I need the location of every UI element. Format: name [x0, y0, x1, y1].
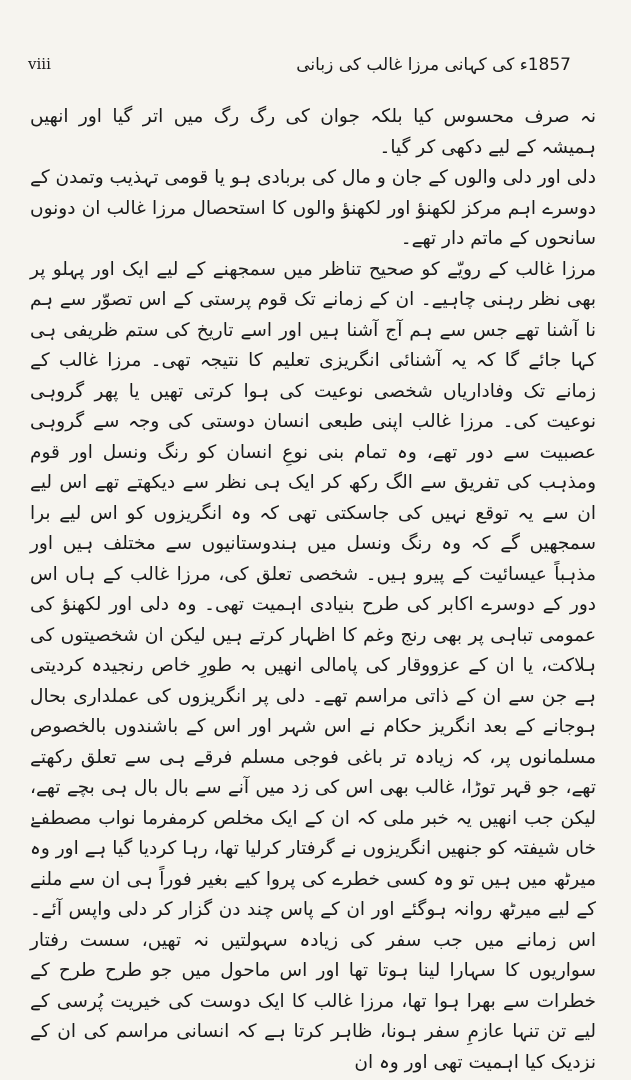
paragraph-2: دلی اور دلی والوں کے جان و مال کی بربادی ہو یا قومی تہذیب وتمدن کے دوسرے اہم مرکز لکھنؤ اور لکھنؤ والوں کا استحصال مرزا غالب ان دونوں سانحوں کے ماتم دار تھے۔: [30, 167, 596, 249]
paragraph-1: نہ صرف محسوس کیا بلکہ جوان کی رگ رگ میں اتر گیا اور انھیں ہمیشہ کے لیے دکھی کر گیا۔: [30, 106, 596, 158]
page-header: [28, 44, 571, 84]
page-number: viii: [28, 55, 51, 73]
paragraph-3: مرزا غالب کے رویّے کو صحیح تناظر میں سمجھنے کے لیے ایک اور پہلو پر بھی نظر رہنی چاہیے۔ ان کے زمانے تک قوم پرستی کے اس تصوّر سے ہم نا آشنا تھے جس سے ہم آج آشنا ہیں اور اسے تاریخ کی ستم ظریفی ہی کہا جائے گا کہ یہ آشنائی انگریزی تعلیم کا نتیجہ تھی۔ مرزا غالب کے زمانے تک وفاداریاں شخصی نوعیت کی ہوا کرتی تھیں یا پھر گروہی نوعیت کی۔ مرزا غالب اپنی طبعی انسان دوستی کی وجہ سے گروہی عصبیت سے دور تھے، وہ تمام بنی نوعِ انسان کو رنگ ونسل اور قوم ومذہب کی تفریق سے الگ رکھ کر ایک ہی نظر سے دیکھتے تھے اس لیے ان سے یہ توقع نہیں کی جاسکتی تھی کہ وہ انگریزوں کو اس لیے برا سمجھیں گے کہ وہ رنگ ونسل میں ہندوستانیوں سے مختلف ہیں اور مذہباً عیسائیت کے پیرو ہیں۔ شخصی تعلق کی، مرزا غالب کے ہاں اس دور کے دوسرے اکابر کی طرح بنیادی اہمیت تھی۔ وہ دلی اور لکھنؤ کی عمومی تباہی پر بھی رنج وغم کا اظہار کرتے ہیں لیکن ان شخصیتوں کی ہلاکت، یا ان کے عزووقار کی پامالی انھیں بہ طورِ خاص رنجیدہ کردیتی ہے جن سے ان کے ذاتی مراسم تھے۔ دلی پر انگریزوں کی عملداری بحال ہوجانے کے بعد انگریز حکام نے اس شہر اور اس کے باشندوں بالخصوص مسلمانوں پر، کہ زیادہ تر باغی فوجی مسلم فرقے ہی سے تعلق رکھتے تھے، جو قہر توڑا، غالب بھی اس کی زد میں آنے سے بال بال ہی بچے تھے، لیکن جب انھیں یہ خبر ملی کہ ان کے ایک مخلص کرمفرما نواب مصطفےٰ خاں شیفتہ کو جنھیں انگریزوں نے گرفتار کرلیا تھا، رہا کردیا گیا ہے اور وہ میرٹھ میں ہیں تو وہ کسی خطرے کی پروا کیے بغیر فوراً ہی ان سے ملنے کے لیے میرٹھ روانہ ہوگئے اور ان کے پاس چند دن گزار کر دلی واپس آئے۔ اس زمانے میں جب سفر کی زیادہ سہولتیں نہ تھیں، سست رفتار سواریوں کا سہارا لینا ہوتا تھا اور اس ماحول میں جو طرح طرح کے خطرات سے بھرا ہوا تھا، مرزا غالب کا ایک دوست کی خیریت پُرسی کے لیے تن تنہا عازمِ سفر ہونا، ظاہر کرتا ہے کہ انسانی مراسم کی ان کے نزدیک کیا اہمیت تھی اور وہ ان: [30, 258, 596, 1073]
running-title: 1857ء کی کہانی مرزا غالب کی زبانی: [296, 54, 571, 75]
body-text: [30, 102, 596, 1078]
